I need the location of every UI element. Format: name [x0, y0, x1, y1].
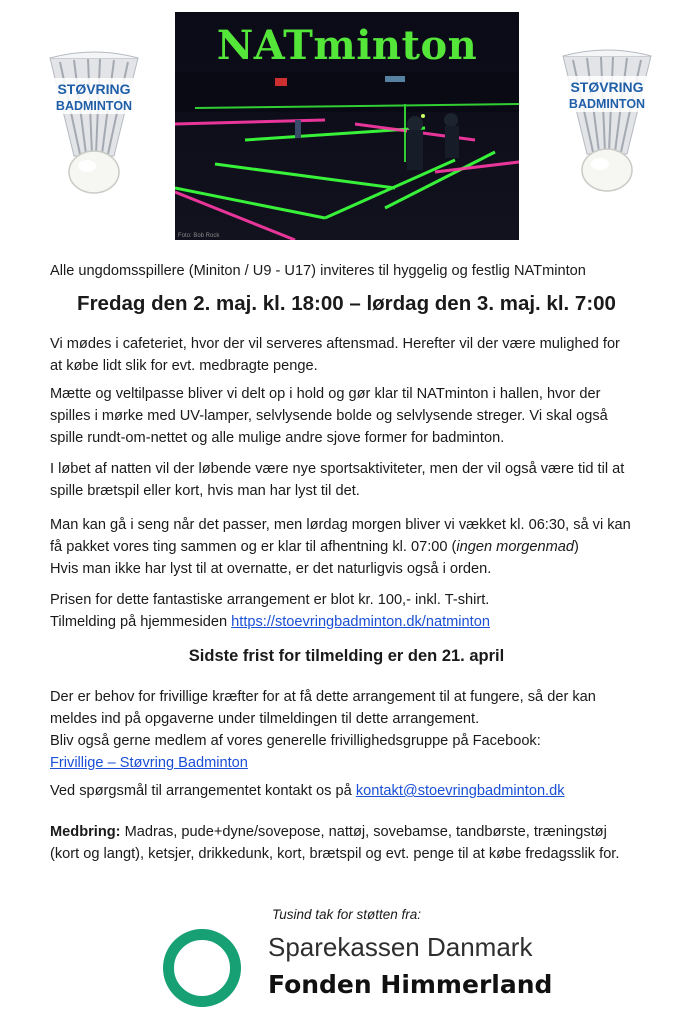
thanks-text: Tusind tak for støtten fra: — [272, 907, 422, 922]
paragraph-sleep — [50, 514, 650, 580]
text-line: Hvis man ikke har lyst til at overnatte, er det naturligvis også i orden. — [50, 561, 492, 577]
bring-label: Medbring: — [50, 824, 121, 840]
logo-text-line2: BADMINTON — [55, 99, 133, 113]
text-line: (kort og langt), ketsjer, drikkedunk, kort, brætspil og evt. penge til at købe fredagsslik for. — [50, 846, 620, 862]
paragraph-dinner — [50, 333, 650, 377]
text-line: spilles i mørke med UV-lamper, selvlysende bolde og selvlysende streger. Vi skal også — [50, 408, 608, 424]
text-line — [50, 752, 650, 774]
shuttlecock-logo-icon — [557, 46, 657, 196]
intro-text: Alle ungdomsspillere (Miniton / U9 - U17) inviteres til hyggelig og festlig NATminton — [50, 263, 586, 279]
deadline-heading: Sidste frist for tilmelding er den 21. april — [188, 647, 505, 665]
text-line: meldes ind på opgaverne under tilmeldingen til dette arrangement. — [50, 711, 480, 727]
paragraph-price — [50, 589, 650, 633]
logo-text-line1: STØVRING — [570, 79, 644, 95]
paragraph-contact — [50, 780, 650, 802]
paragraph-volunteers — [50, 686, 650, 774]
logo-text-line2: BADMINTON — [568, 97, 646, 111]
text-line: spille brætspil eller kort, hvis man har lyst til det. — [50, 483, 360, 499]
text-line: Bliv også gerne medlem af vores generelle frivillighedsgruppe på Facebook: — [50, 733, 541, 749]
text-segment: få pakket vores ting sammen og er klar til afhentning kl. 07:00 ( — [50, 539, 457, 555]
photo-credit: Foto: Bob Rock — [178, 233, 220, 239]
club-logo-left — [44, 48, 144, 198]
sponsor-ring-logo-icon — [163, 929, 241, 1007]
text-line: at købe lidt slik for evt. medbragte penge. — [50, 358, 318, 374]
text-line — [50, 536, 650, 558]
event-banner-photo — [175, 12, 519, 240]
sponsor-name-fonden: Fonden Himmerland — [268, 970, 553, 999]
contact-email-link[interactable]: kontakt@stoevringbadminton.dk — [355, 783, 565, 799]
event-headline: Fredag den 2. maj. kl. 18:00 – lørdag den 3. maj. kl. 7:00 — [77, 292, 616, 315]
text-segment: ) — [574, 539, 579, 555]
paragraph-bring — [50, 821, 650, 865]
text-line: spille rundt-om-nettet og alle mulige andre sjove former for badminton. — [50, 430, 505, 446]
sponsor-name-sparekassen: Sparekassen Danmark — [268, 932, 533, 962]
paragraph-natminton — [50, 383, 650, 449]
banner-title: NATminton — [216, 22, 478, 69]
paragraph-activities — [50, 458, 650, 502]
club-logo-right — [557, 46, 657, 196]
text-line: Mætte og veltilpasse bliver vi delt op i hold og gør klar til NATminton i hallen, hvor der — [50, 386, 601, 402]
text-line: Man kan gå i seng når det passer, men lørdag morgen bliver vi vækket kl. 06:30, så vi kan — [50, 517, 631, 533]
text-line: Vi mødes i cafeteriet, hvor der vil serveres aftensmad. Herefter vil der være mulighed for — [50, 336, 620, 352]
italic-note: ingen morgenmad — [456, 539, 575, 555]
signup-link[interactable]: https://stoevringbadminton.dk/natminton — [231, 614, 490, 630]
text-line: Der er behov for frivillige kræfter for at få dette arrangement til at fungere, så der kan — [50, 689, 596, 705]
logo-text-line1: STØVRING — [57, 81, 131, 97]
text-segment: Ved spørgsmål til arrangementet kontakt os på — [50, 783, 356, 799]
text-segment: Tilmelding på hjemmesiden — [50, 614, 232, 630]
facebook-group-link[interactable]: Frivillige – Støvring Badminton — [50, 755, 248, 771]
text-line: Prisen for dette fantastiske arrangement er blot kr. 100,- inkl. T-shirt. — [50, 592, 490, 608]
text-line — [50, 611, 650, 633]
shuttlecock-logo-icon — [44, 48, 144, 198]
text-segment: Madras, pude+dyne/sovepose, nattøj, sovebamse, tandbørste, træningstøj — [120, 824, 607, 840]
text-line — [50, 821, 650, 843]
text-line: I løbet af natten vil der løbende være nye sportsaktiviteter, men der vil også være tid til at — [50, 461, 625, 477]
